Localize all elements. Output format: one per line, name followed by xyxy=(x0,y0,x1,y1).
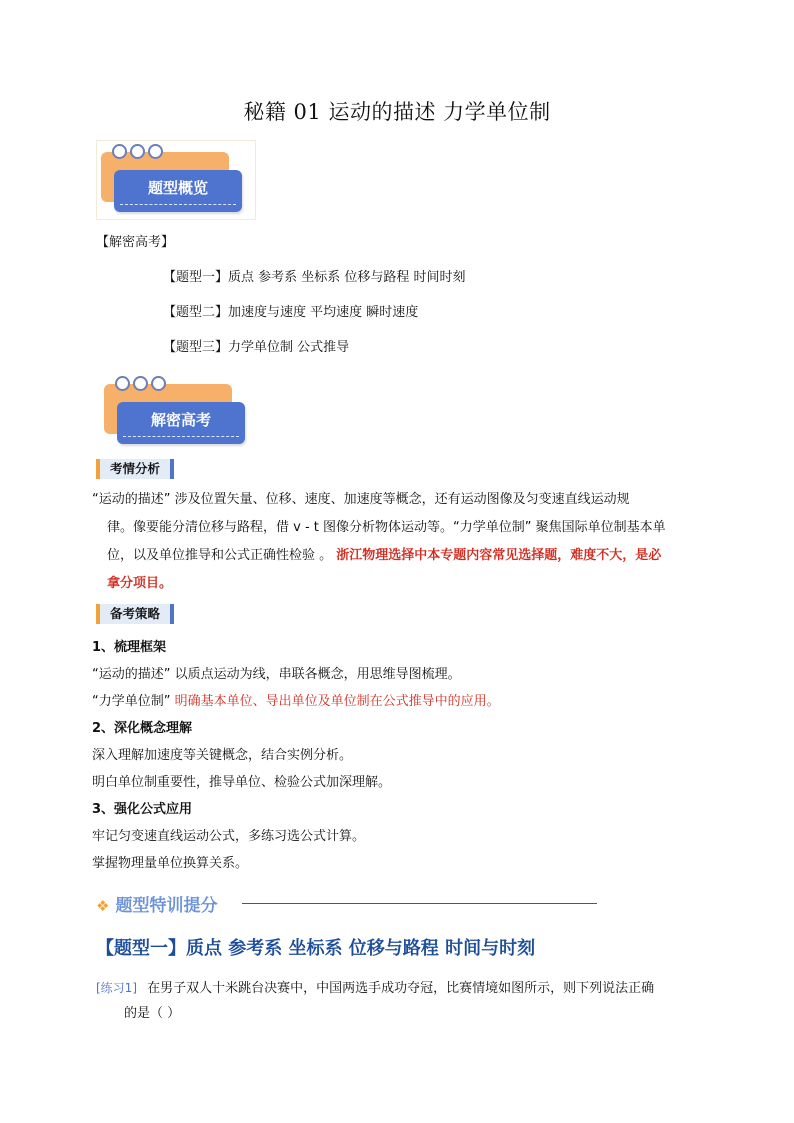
ring-decoration-icon xyxy=(112,144,166,158)
page-title: 秘籍 01 运动的描述 力学单位制 xyxy=(243,100,551,124)
strategy-heading-2: 2、深化概念理解 xyxy=(92,721,193,736)
analysis-line-4: 拿分项目。 xyxy=(107,576,173,591)
exercise-line-1: 在男子双人十米跳台决赛中，中国两选手成功夺冠，比赛情境如图所示，则下列说法正确 xyxy=(147,981,655,996)
strategy-3-line-2: 掌握物理量单位换算关系。 xyxy=(92,856,249,871)
strategy-2-line-1: 深入理解加速度等关键概念，结合实例分析。 xyxy=(92,748,353,763)
strategy-3-line-1: 牢记匀变速直线运动公式，多练习选公式计算。 xyxy=(92,829,366,844)
exercise-line-2: 的是（ ） xyxy=(124,1006,181,1021)
exercise-1 xyxy=(96,978,654,999)
analysis-line-1: “运动的描述” 涉及位置矢量、位移、速度、加速度等概念，还有运动图像及匀变速直线运动规 xyxy=(92,492,630,507)
section-heading xyxy=(96,891,217,916)
type-1-heading: 【题型一】质点 参考系 坐标系 位移与路程 时间与时刻 xyxy=(96,938,536,959)
analysis-line-3-text: 位，以及单位推导和公式正确性检验 。 xyxy=(107,548,333,563)
strategy-1-line-1: “运动的描述” 以质点运动为线，串联各概念，用思维导图梳理。 xyxy=(92,667,461,682)
analysis-highlight: 浙江物理选择中本专题内容常见选择题，难度不大，是必 xyxy=(336,548,662,563)
analysis-line-2: 律。像要能分清位移与路程，借 v - t 图像分析物体运动等。“力学单位制” 聚焦国际单位制基本单 xyxy=(107,520,666,535)
banner-decode-label: 解密高考 xyxy=(150,411,211,429)
overview-item-1: 【题型一】质点 参考系 坐标系 位移与路程 时间时刻 xyxy=(163,270,466,285)
overview-item-3: 【题型三】力学单位制 公式推导 xyxy=(163,340,350,355)
strategy-2-line-2: 明白单位制重要性，推导单位、检验公式加深理解。 xyxy=(92,775,392,790)
strategy-heading-1: 1、梳理框架 xyxy=(92,640,167,655)
banner-overview xyxy=(96,140,256,220)
strategy-1-line-2 xyxy=(92,692,500,712)
analysis-tag: 考情分析 xyxy=(96,459,174,479)
banner-overview-label: 题型概览 xyxy=(147,179,208,197)
strategy-heading-3: 3、强化公式应用 xyxy=(92,802,193,817)
banner-decode xyxy=(99,372,259,452)
exercise-label: [练习1] xyxy=(96,981,137,995)
analysis-line-3 xyxy=(107,546,661,566)
overview-heading: 【解密高考】 xyxy=(96,235,175,250)
ring-decoration-icon xyxy=(115,376,169,390)
strategy-1-highlight: 明确基本单位、导出单位及单位制在公式推导中的应用。 xyxy=(174,694,500,709)
section-divider xyxy=(242,903,597,904)
overview-item-2: 【题型二】加速度与速度 平均速度 瞬时速度 xyxy=(163,305,419,320)
strategy-tag: 备考策略 xyxy=(96,604,174,624)
strategy-1-line-2-text: “力学单位制” xyxy=(92,694,175,709)
section-heading-label: 题型特训提分 xyxy=(115,896,218,916)
diamond-icon: ❖ xyxy=(96,897,110,915)
